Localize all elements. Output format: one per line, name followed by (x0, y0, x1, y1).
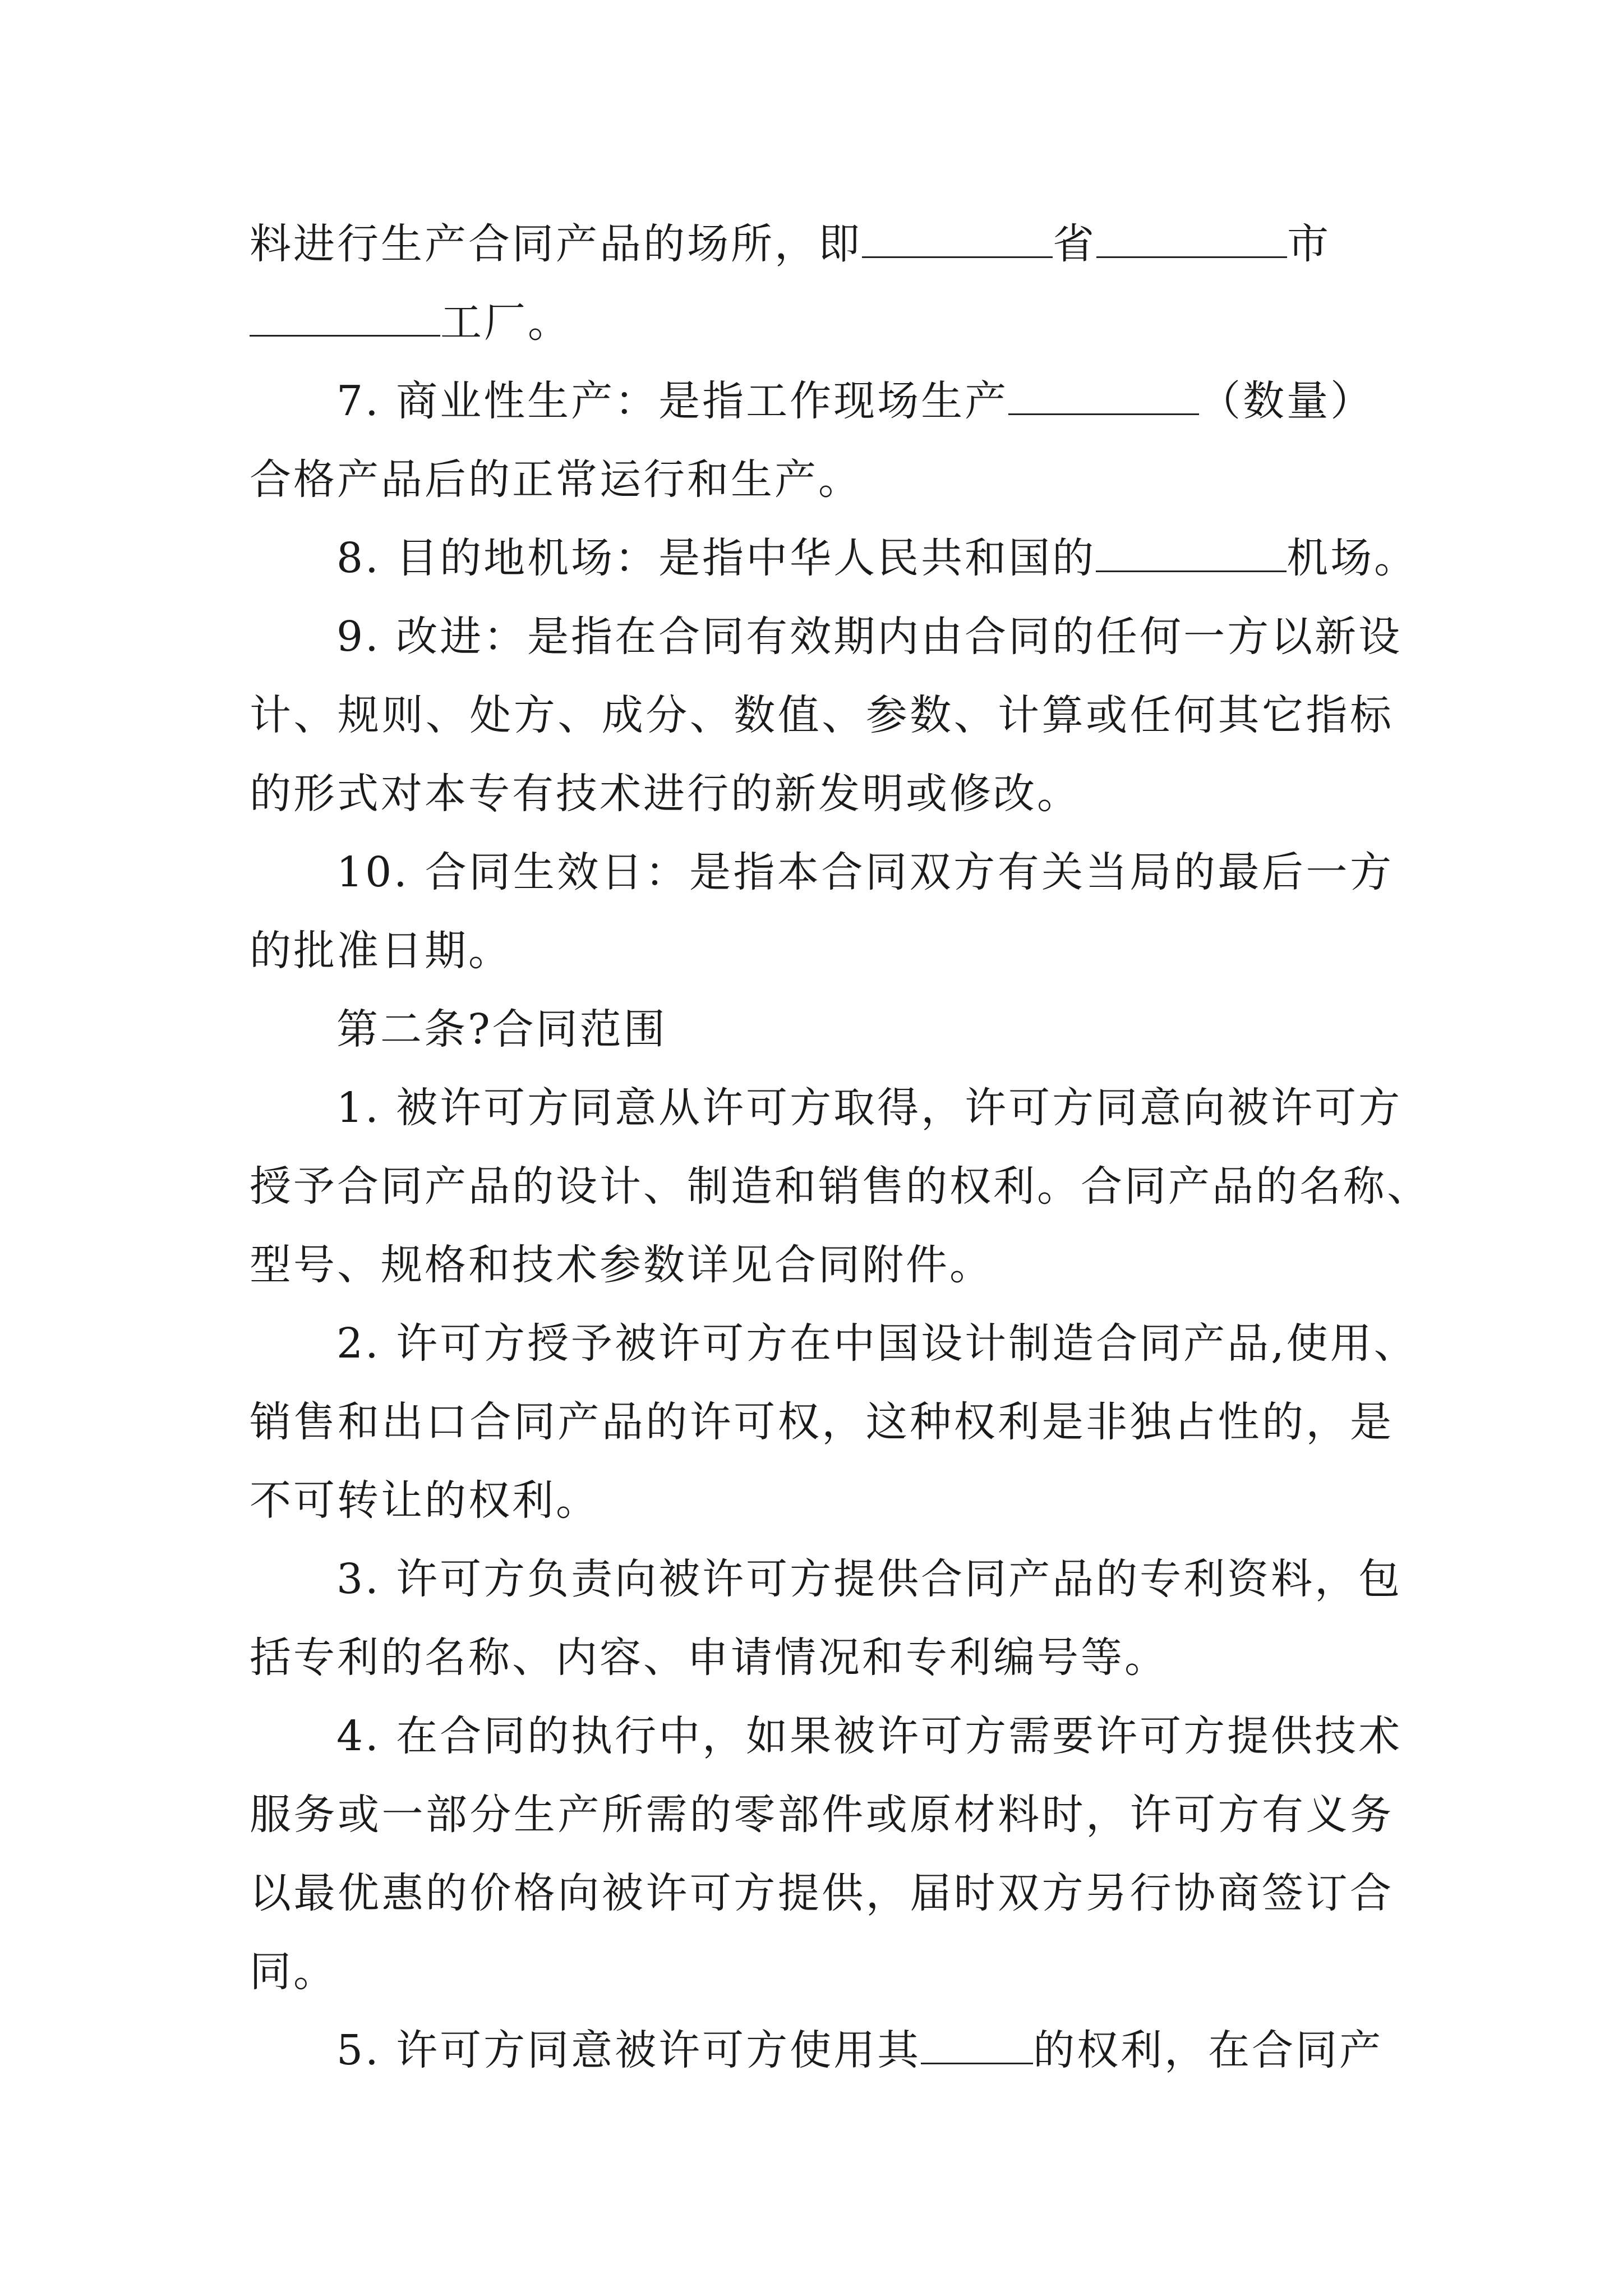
text-fragment: （数量） (1199, 377, 1375, 425)
paragraph-line: 服务或一部分生产所需的零部件或原材料时，许可方有义务 (250, 1791, 1394, 1839)
fill-in-blank (862, 217, 1053, 258)
paragraph-line: 的批准日期。 (250, 927, 512, 975)
paragraph-line (336, 365, 1394, 438)
paragraph-line: 合格产品后的正常运行和生产。 (250, 455, 862, 504)
paragraph-line (336, 522, 1418, 595)
text-fragment: 5. 许可方同意被许可方使用其 (336, 2026, 921, 2074)
paragraph-line: 1. 被许可方同意从许可方取得，许可方同意向被许可方 (336, 1084, 1403, 1132)
paragraph-line: 同。 (250, 1948, 337, 1996)
fill-in-blank (1096, 531, 1287, 572)
text-fragment: 8. 目的地机场：是指中华人民共和国的 (336, 534, 1096, 582)
text-fragment: 省 (1053, 220, 1096, 268)
paragraph-line: 销售和出口合同产品的许可权，这种权利是非独占性的，是 (250, 1398, 1394, 1446)
paragraph-line: 型号、规格和技术参数详见合同附件。 (250, 1241, 993, 1289)
paragraph-line: 以最优惠的价格向被许可方提供，届时双方另行协商签订合 (250, 1869, 1394, 1917)
paragraph-line: 3. 许可方负责向被许可方提供合同产品的专利资料，包 (336, 1555, 1403, 1603)
fill-in-blank (250, 296, 440, 337)
paragraph-line (250, 208, 1394, 280)
paragraph-line: 授予合同产品的设计、制造和销售的权利。合同产品的名称、 (250, 1162, 1431, 1211)
paragraph-line: 2. 许可方授予被许可方在中国设计制造合同产品,使用、 (336, 1319, 1418, 1368)
text-fragment: 工厂。 (440, 298, 571, 347)
text-fragment: 的权利，在合同产 (1033, 2026, 1384, 2074)
paragraph-line (336, 2014, 1394, 2087)
section-heading: 第二条?合同范围 (336, 1005, 667, 1053)
paragraph-line: 括专利的名称、内容、申请情况和专利编号等。 (250, 1634, 1168, 1682)
paragraph-line: 4. 在合同的执行中，如果被许可方需要许可方提供技术 (336, 1712, 1403, 1760)
fill-in-blank (1096, 217, 1287, 258)
paragraph-line: 计、规则、处方、成分、数值、参数、计算或任何其它指标 (250, 691, 1394, 739)
fill-in-blank (1008, 374, 1199, 415)
text-fragment: 机场。 (1287, 534, 1418, 582)
paragraph-line: 不可转让的权利。 (250, 1476, 600, 1525)
text-fragment: 市 (1287, 220, 1331, 268)
text-fragment: 料进行生产合同产品的场所，即 (250, 220, 862, 268)
fill-in-blank (921, 2023, 1033, 2064)
paragraph-line (250, 286, 1394, 359)
paragraph-line: 9. 改进：是指在合同有效期内由合同的任何一方以新设 (336, 613, 1403, 661)
text-fragment: 7. 商业性生产：是指工作现场生产 (336, 377, 1009, 425)
paragraph-line: 10. 合同生效日：是指本合同双方有关当局的最后一方 (336, 848, 1394, 896)
paragraph-line: 的形式对本专有技术进行的新发明或修改。 (250, 770, 1081, 818)
